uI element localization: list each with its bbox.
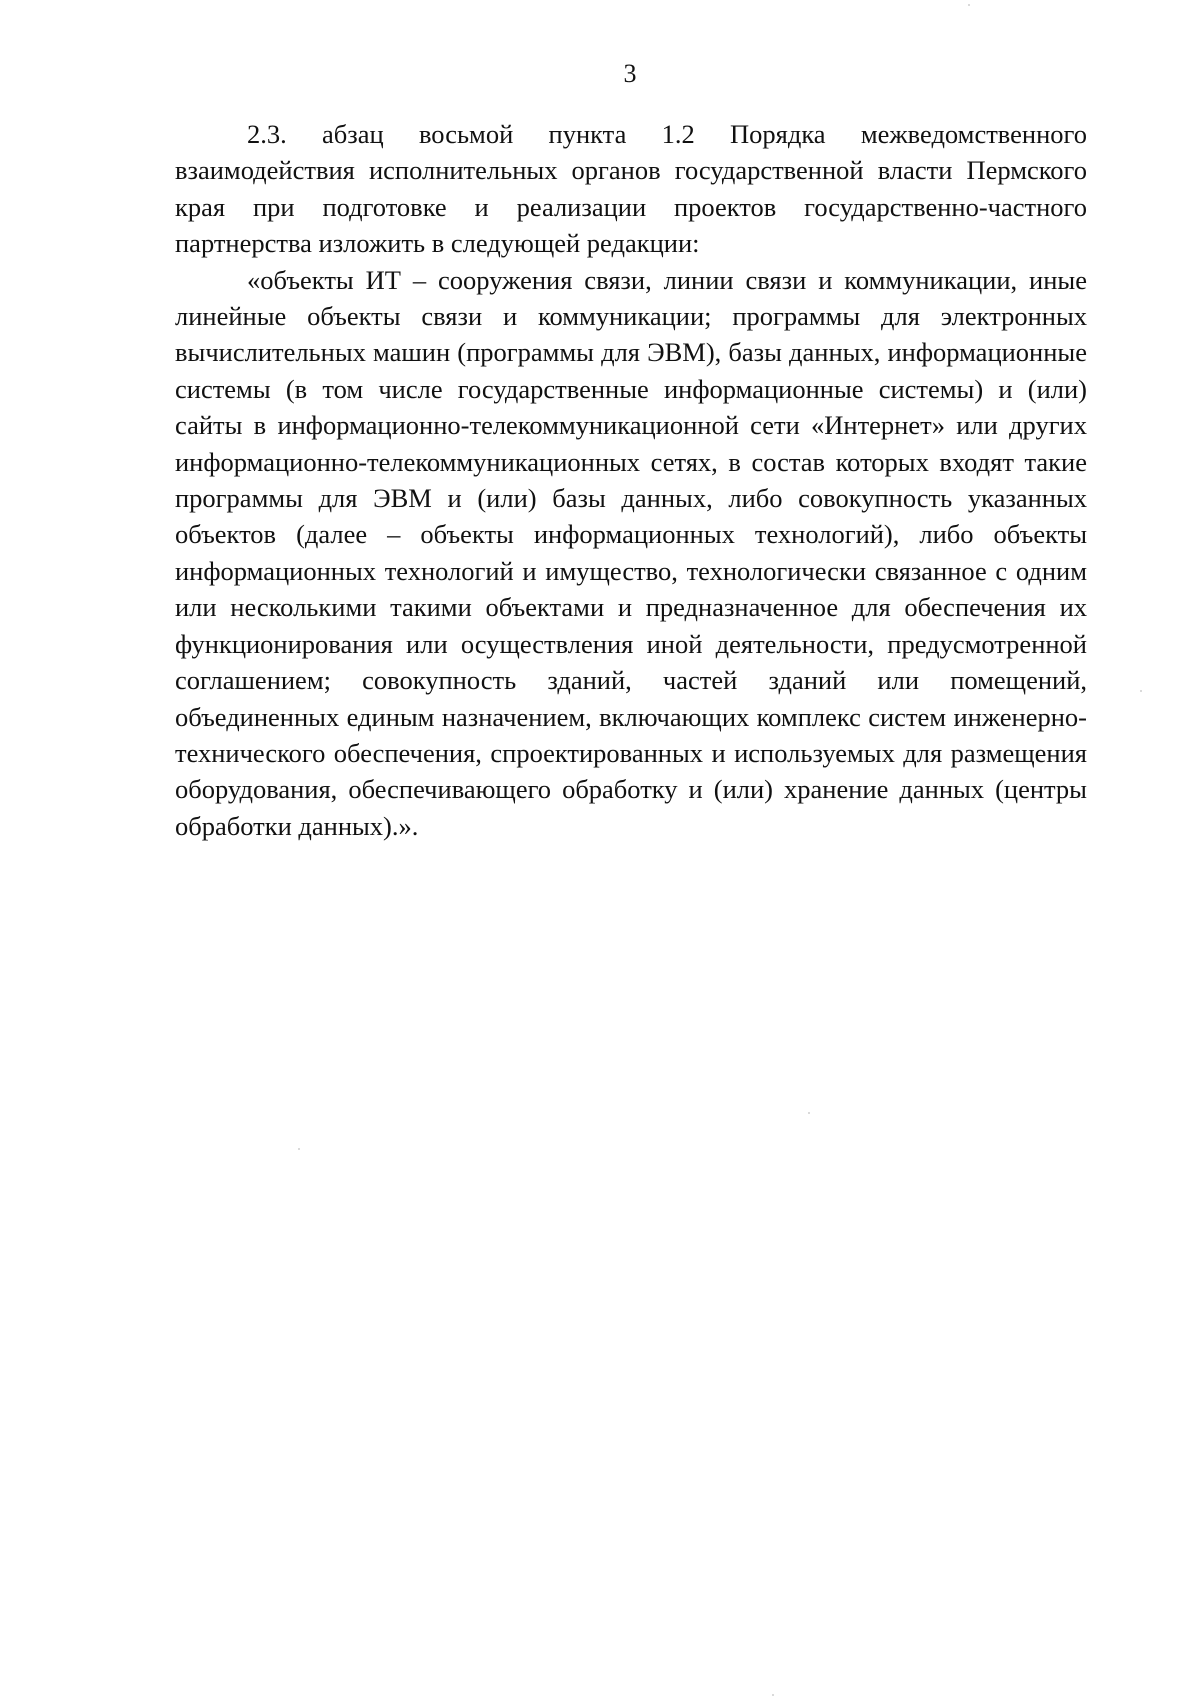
document-body <box>175 116 1087 844</box>
scan-speck <box>968 4 970 6</box>
scan-speck <box>772 1694 774 1696</box>
scan-speck <box>298 1148 300 1150</box>
paragraph-amendment-intro: 2.3. абзац восьмой пункта 1.2 Порядка межведомственного взаимодействия исполнительных органов государственной власти Пермского края при подготовке и реализации проектов государственно-частного партнерства изложить в следующей редакции: <box>175 119 1087 259</box>
paragraph-it-objects-definition: «объекты ИТ – сооружения связи, линии связи и коммуникации, иные линейные объекты связи и коммуникации; программы для электронных вычислительных машин (программы для ЭВМ), базы данных, информационные системы (в том числе государственные информационные системы) и (или) сайты в информационно-телекоммуникационной сети «Интернет» или других информационно-телекоммуникационных сетях, в состав которых входят такие программы для ЭВМ и (или) базы данных, либо совокупность указанных объектов (далее – объекты информационных технологий), либо объекты информационных технологий и имущество, технологически связанное с одним или несколькими такими объектами и предназначенное для обеспечения их функционирования или осуществления иной деятельности, предусмотренной соглашением; совокупность зданий, частей зданий или помещений, объединенных единым назначением, включающих комплекс систем инженерно-технического обеспечения, спроектированных и используемых для размещения оборудования, обеспечивающего обработку и (или) хранение данных (центры обработки данных).». <box>175 264 1087 841</box>
scan-speck <box>808 1112 810 1114</box>
scan-speck <box>1140 690 1142 692</box>
page-number: 3 <box>623 59 637 88</box>
